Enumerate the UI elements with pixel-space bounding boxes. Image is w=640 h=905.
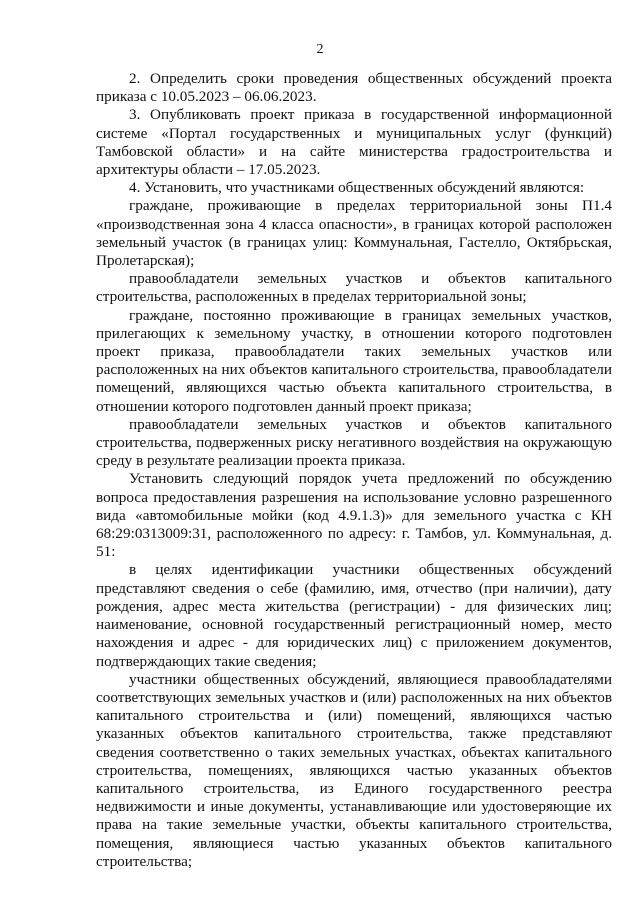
proposal-procedure: Установить следующий порядок учета предложений по обсуждению вопроса предоставления разрешения на использование условно разрешенного вида «автомобильные мойки (код 4.9.1.3)» для земельного участка с КН 68:29:0313009:31, расположенного по адресу: г. Тамбов, ул. Коммунальная, д. 51: [96, 470, 612, 561]
paragraph-item-4: 4. Установить, что участниками общественных обсуждений являются: [129, 179, 585, 197]
participants-rightholders-zone: правообладатели земельных участков и объектов капитального строительства, расположенных в пределах территориальной зоны; [96, 270, 612, 306]
participants-adjacent: граждане, постоянно проживающие в границах земельных участков, прилегающих к земельному участку, в отношении которого подготовлен проект приказа, правообладатели таких земельных участков или расположенных на них объектов капитального строительства, правообладатели помещений, являющихся частью объекта капитального строительства, в отношении которого подготовлен данный проект приказа; [96, 306, 612, 415]
participants-residents: граждане, проживающие в пределах территориальной зоны П1.4 «производственная зона 4 класса опасности», в границах которой расположен земельный участок (в границах улиц: Коммунальная, Гастелло, Октябрьская, Пролетарская); [96, 197, 612, 270]
paragraph-item-2: 2. Определить сроки проведения общественных обсуждений проекта приказа с 10.05.2023 – 06.06.2023. [96, 70, 612, 106]
page-number: 2 [316, 42, 324, 57]
document-body [96, 70, 612, 871]
rightholder-requirements: участники общественных обсуждений, являющиеся правообладателями соответствующих земельных участков и (или) расположенных на них объектов капитального строительства и (или) помещений, являющихся частью указанных объектов капитального строительства, также представляют сведения соответственно о таких земельных участках, объектах капитального строительства, помещениях, являющихся частью указанных объектов капитального строительства, из Единого государственного реестра недвижимости и иные документы, устанавливающие или удостоверяющие их права на такие земельные участки, объекты капитального строительства, помещения, являющиеся частью указанных объектов капитального строительства; [96, 670, 612, 870]
participants-risk: правообладатели земельных участков и объектов капитального строительства, подверженных риску негативного воздействия на окружающую среду в результате реализации проекта приказа. [96, 415, 612, 470]
identification-requirements: в целях идентификации участники общественных обсуждений представляют сведения о себе (фамилию, имя, отчество (при наличии), дату рождения, адрес места жительства (регистрации) - для физических лиц; наименование, основной государственный регистрационный номер, место нахождения и адрес - для юридических лиц) с приложением документов, подтверждающих такие сведения; [96, 561, 612, 670]
paragraph-item-3: 3. Опубликовать проект приказа в государственной информационной системе «Портал государственных и муниципальных услуг (функций) Тамбовской области» и на сайте министерства градостроительства и архитектуры области – 17.05.2023. [96, 106, 612, 179]
